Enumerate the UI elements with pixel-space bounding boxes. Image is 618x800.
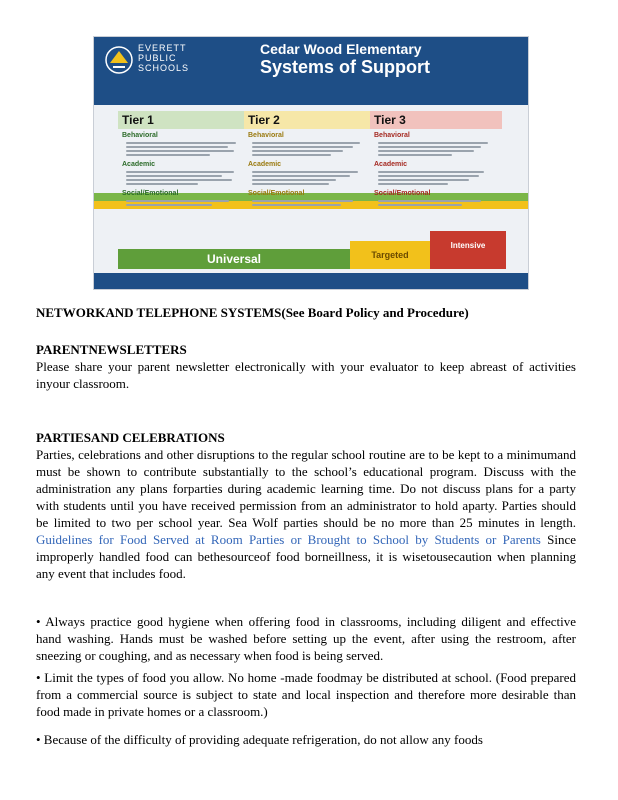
poster-title-school: Cedar Wood Elementary bbox=[260, 41, 422, 57]
network-heading: NETWORKAND TELEPHONE SYSTEMS(See Board Policy and Procedure) bbox=[36, 305, 469, 320]
parties-body-text: Parties, celebrations and other disruptions to the regular school routine are to be kept to a minimumand must be shown to contribute substantially to the school’s educational program. Discuss with the administration any plans forparties during academic learning time. Do not discuss plans for a party with students until you have received permission from an administrator to hold aparty. Parties should be limited to two per school year. Sea Wolf parties should be no more than 25 minutes in length. bbox=[36, 447, 576, 530]
tier-2-category-academic: Academic bbox=[248, 161, 282, 168]
bullet-refrigeration: • Because of the difficulty of providing adequate refrigeration, do not allow any foods bbox=[36, 732, 483, 747]
parties-body-text-after-link: Since improperly handled food can bethesourceof food borneillness, it is wisetousecaution when planning any event that includes food. bbox=[36, 532, 576, 581]
parties-heading: PARTIESAND CELEBRATIONS bbox=[36, 430, 225, 445]
tier-1-column bbox=[118, 111, 250, 241]
tier-1-category-behavioral: Behavioral bbox=[122, 132, 158, 139]
tier-2-category-social: Social/Emotional bbox=[248, 190, 305, 197]
tier-3-category-academic: Academic bbox=[374, 161, 408, 168]
tier-3-column bbox=[370, 111, 502, 241]
tier-1-heading: Tier 1 bbox=[118, 111, 250, 129]
poster-title bbox=[260, 41, 510, 77]
tier-1-category-social: Social/Emotional bbox=[122, 190, 179, 197]
everett-logo-icon bbox=[104, 45, 134, 75]
poster-title-main: Systems of Support bbox=[260, 57, 431, 77]
tier-2-heading: Tier 2 bbox=[244, 111, 376, 129]
universal-bar: Universal bbox=[118, 249, 350, 269]
tier-2-category-behavioral: Behavioral bbox=[248, 132, 284, 139]
district-logo-text: EVERETT PUBLIC SCHOOLS bbox=[138, 43, 190, 73]
tier-3-heading: Tier 3 bbox=[370, 111, 502, 129]
newsletters-body: Please share your parent newsletter electronically with your evaluator to keep abreast of activities inyour classroom. bbox=[36, 359, 576, 391]
bullet-hygiene: • Always practice good hygiene when offering food in classrooms, including diligent and effective hand washing. Hands must be washed before setting up the event, after using the restroom, after sneezing or coughing, and as necessary when food is being served. bbox=[36, 614, 576, 663]
parties-body bbox=[36, 446, 576, 582]
tier-3-category-social: Social/Emotional bbox=[374, 190, 431, 197]
newsletters-heading: PARENTNEWSLETTERS bbox=[36, 342, 187, 357]
food-guidelines-link[interactable]: Guidelines for Food Served at Room Parties or Brought to School by Students or Parents bbox=[36, 532, 541, 547]
tier-1-category-academic: Academic bbox=[122, 161, 156, 168]
bullet-food-types: • Limit the types of food you allow. No home -made foodmay be distributed at school. (Food prepared from a commercial source is subject to state and local inspection and therefore more desirable than food made in private homes or a classroom.) bbox=[36, 670, 576, 719]
targeted-bar: Targeted bbox=[350, 241, 430, 269]
tier-2-column bbox=[244, 111, 376, 241]
poster-header bbox=[94, 37, 528, 105]
systems-of-support-poster bbox=[93, 36, 529, 290]
intensive-bar: Intensive bbox=[430, 231, 506, 269]
tier-3-category-behavioral: Behavioral bbox=[374, 132, 410, 139]
poster-footer bbox=[94, 273, 528, 289]
